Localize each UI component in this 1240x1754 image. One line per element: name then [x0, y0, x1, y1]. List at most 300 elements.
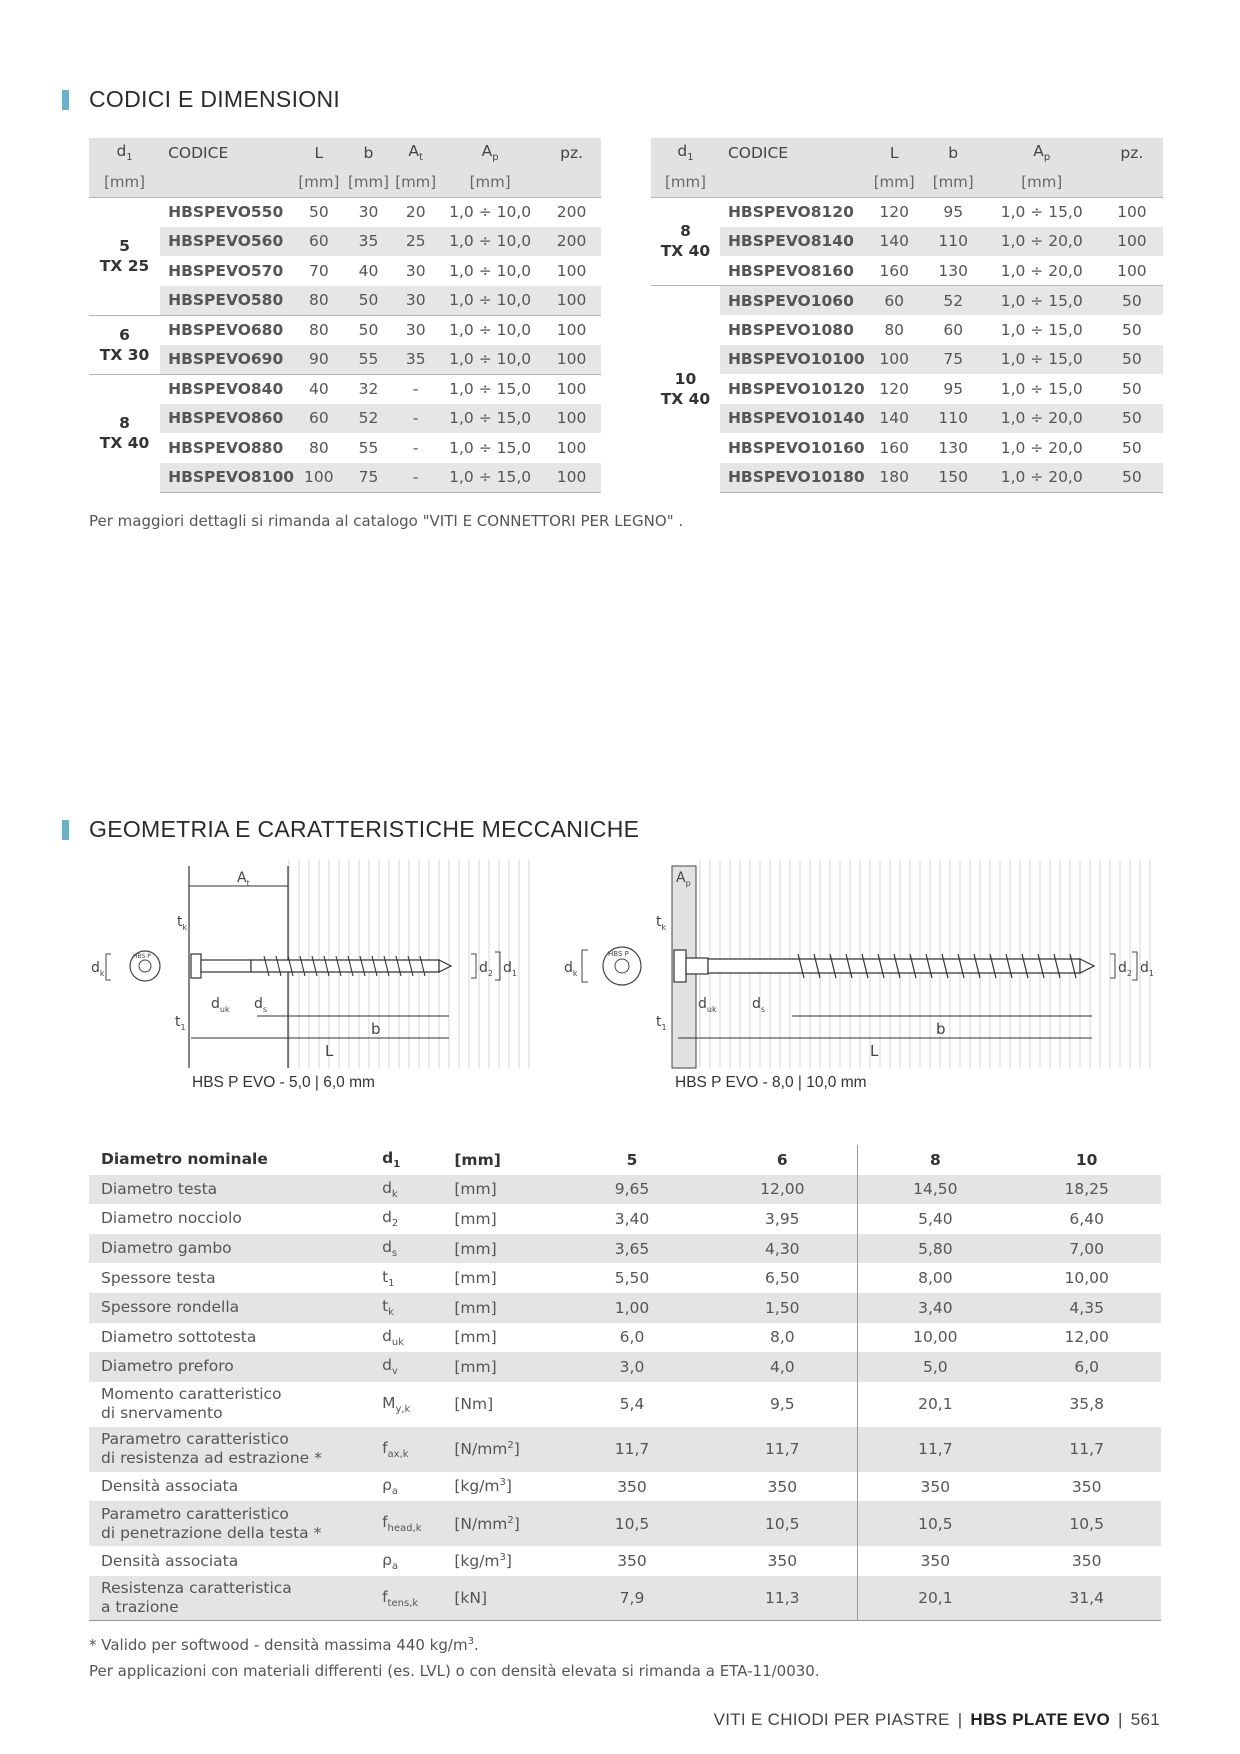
- table-cell: 140: [865, 227, 924, 257]
- property-value: 5,80: [858, 1234, 1013, 1264]
- table-cell: 150: [924, 463, 983, 493]
- table-cell: 1,0 ÷ 15,0: [438, 463, 542, 493]
- table-cell: 1,0 ÷ 15,0: [1000, 379, 1083, 398]
- property-value: 11,7: [1012, 1427, 1161, 1472]
- table-cell: 35: [344, 227, 394, 257]
- label-duk: $d_{uk}$: [211, 996, 230, 1014]
- property-name: Parametro caratteristico di penetrazione della testa *: [89, 1501, 382, 1546]
- property-name: Diametro testa: [89, 1175, 382, 1205]
- table-row: [89, 433, 601, 463]
- table-cell: 100: [1101, 197, 1163, 227]
- table-cell: 1,0 ÷ 10,0: [438, 315, 542, 345]
- label-tk: $t_k$: [656, 914, 667, 932]
- table-cell: 110: [924, 227, 983, 257]
- label-d1: $d_1$: [503, 960, 517, 978]
- table-cell: 200: [542, 197, 601, 227]
- property-value: 4,30: [707, 1234, 858, 1264]
- unit: [mm]: [348, 173, 389, 191]
- table-cell: 50: [1122, 379, 1142, 398]
- section-marker: [62, 820, 69, 840]
- table-cell: 50: [1101, 345, 1163, 375]
- table-cell: -: [393, 374, 438, 404]
- table-cell: 60: [865, 286, 924, 316]
- table-cell: 1,0 ÷ 15,0: [449, 438, 532, 457]
- codes-table-left: [89, 138, 601, 493]
- property-symbol: $M_{y,k}$: [382, 1393, 411, 1415]
- product-code: HBSPEVO560: [160, 227, 294, 257]
- header-value: 5: [626, 1150, 638, 1169]
- table-cell: 25: [393, 227, 438, 257]
- property-unit: [mm]: [454, 1234, 556, 1264]
- header-value: 6: [776, 1150, 788, 1169]
- product-code: HBSPEVO10100: [720, 345, 865, 375]
- head-text: HBS P: [133, 953, 151, 960]
- property-value: 12,00: [1064, 1328, 1109, 1347]
- table-cell: 50: [1101, 404, 1163, 434]
- product-code: HBSPEVO10140: [720, 404, 865, 434]
- table-row: [651, 315, 1163, 345]
- table-cell: 30: [344, 197, 394, 227]
- table-row: [651, 345, 1163, 375]
- unit: [160, 168, 294, 198]
- table-cell: 20: [393, 197, 438, 227]
- property-value: 7,9: [557, 1576, 708, 1621]
- property-value: 8,00: [858, 1263, 1013, 1293]
- label-t1: $t_1$: [656, 1014, 667, 1032]
- label-ds: $d_s$: [254, 996, 268, 1014]
- property-value: 350: [858, 1472, 1013, 1502]
- property-value: 3,95: [765, 1209, 800, 1228]
- codes-table-right: [651, 138, 1163, 493]
- d1-symbol: $d_1$: [116, 142, 133, 164]
- property-value: 35,8: [1069, 1395, 1104, 1414]
- table-cell: 1,0 ÷ 20,0: [983, 404, 1101, 434]
- screw-head-view: [603, 947, 641, 985]
- property-value: 31,4: [1012, 1576, 1161, 1621]
- table-cell: 70: [308, 261, 329, 280]
- table-row: [651, 227, 1163, 257]
- table-row: [651, 404, 1163, 434]
- product-code: HBSPEVO680: [160, 315, 294, 345]
- table-cell: 35: [393, 345, 438, 375]
- property-value: 10,5: [707, 1501, 858, 1546]
- property-value: 3,40: [614, 1209, 650, 1228]
- diameter-group-cell: 8 TX 40: [651, 197, 720, 286]
- table-cell: 50: [1122, 438, 1142, 457]
- table-cell: 52: [924, 286, 983, 316]
- header-name: Diametro nominale: [101, 1150, 268, 1169]
- col-header-d1: [89, 138, 160, 168]
- table-header-row: [89, 138, 601, 168]
- props-row: [89, 1293, 1161, 1323]
- property-name: Resistenza caratteristica a trazione: [89, 1576, 382, 1621]
- table-cell: 1,0 ÷ 10,0: [438, 286, 542, 316]
- table-cell: 60: [294, 227, 344, 257]
- label-b: b: [371, 1020, 381, 1038]
- table-cell: 160: [879, 438, 909, 457]
- property-value: 1,50: [707, 1293, 858, 1323]
- table-cell: 180: [865, 463, 924, 493]
- property-value: 11,7: [707, 1427, 858, 1472]
- table-cell: 1,0 ÷ 15,0: [983, 197, 1101, 227]
- table-row: [651, 463, 1163, 493]
- diagram-caption-small: HBS P EVO - 5,0 | 6,0 mm: [192, 1074, 375, 1091]
- property-name: Diametro gambo: [89, 1234, 382, 1264]
- table-cell: 100: [542, 374, 601, 404]
- property-value: 5,4: [619, 1395, 645, 1414]
- page-number: 561: [1130, 1710, 1160, 1729]
- property-value: 350: [1071, 1552, 1102, 1571]
- property-value: 20,1: [858, 1382, 1013, 1427]
- property-name: Densità associata: [101, 1551, 239, 1570]
- label-d2: $d_2$: [479, 960, 493, 978]
- table-row: [89, 286, 601, 316]
- property-value: 6,0: [619, 1328, 645, 1347]
- table-cell: 30: [405, 261, 426, 280]
- product-code: HBSPEVO8140: [720, 227, 865, 257]
- footnote-softwood: * Valido per softwood - densità massima 440 $kg/m^3$.: [89, 1636, 479, 1654]
- footer-section: VITI E CHIODI PER PIASTRE: [713, 1710, 950, 1729]
- product-code: HBSPEVO8100: [160, 463, 294, 493]
- diameter-group-cell: 8 TX 40: [89, 374, 160, 492]
- property-value: 10,00: [858, 1323, 1013, 1353]
- table-row: [651, 433, 1163, 463]
- table-row: [651, 374, 1163, 404]
- label-t1: $t_1$: [175, 1014, 186, 1032]
- table-cell: 1,0 ÷ 10,0: [438, 197, 542, 227]
- table-row: [89, 374, 601, 404]
- table-cell: 1,0 ÷ 20,0: [1000, 261, 1083, 280]
- property-value: 350: [617, 1477, 647, 1496]
- product-code: HBSPEVO840: [160, 374, 294, 404]
- table-header-row: [651, 138, 1163, 168]
- property-value: 10,5: [1012, 1501, 1161, 1546]
- property-name: Parametro caratteristico di resistenza ad estrazione *: [89, 1427, 382, 1472]
- property-value: 4,35: [1012, 1293, 1161, 1323]
- property-value: 350: [1071, 1477, 1102, 1496]
- property-name: Diametro nocciolo: [101, 1209, 242, 1228]
- head-text: HBS P: [608, 950, 629, 958]
- props-row: [89, 1175, 1161, 1205]
- label-duk: $d_{uk}$: [698, 996, 717, 1014]
- product-code: HBSPEVO1060: [720, 286, 865, 316]
- table-cell: 75: [344, 463, 394, 493]
- property-value: 6,50: [765, 1269, 800, 1288]
- unit: [mm]: [665, 173, 706, 191]
- table-cell: 80: [294, 286, 344, 316]
- property-symbol: $t_1$: [382, 1267, 395, 1289]
- property-name: Diametro preforo: [89, 1352, 382, 1382]
- dk-bracket: [582, 950, 588, 982]
- table-cell: 100: [865, 345, 924, 375]
- col-header-codice: CODICE: [727, 143, 789, 162]
- table-cell: 1,0 ÷ 10,0: [438, 227, 542, 257]
- property-value: 5,0: [858, 1352, 1013, 1382]
- table-cell: 52: [344, 404, 394, 434]
- label-ds: $d_s$: [752, 996, 766, 1014]
- col-header-codice: CODICE: [168, 143, 229, 162]
- table-cell: 75: [924, 345, 983, 375]
- props-row: [89, 1546, 1161, 1576]
- table-cell: 100: [542, 345, 601, 375]
- label-L: L: [325, 1042, 334, 1060]
- unit: [mm]: [1021, 173, 1063, 191]
- props-row: [89, 1204, 1161, 1234]
- property-value: 11,7: [557, 1427, 708, 1472]
- table-cell: 80: [308, 438, 329, 457]
- property-value: 14,50: [858, 1175, 1013, 1205]
- table-cell: 110: [924, 404, 983, 434]
- unit: [mm]: [395, 173, 437, 191]
- product-code: HBSPEVO8160: [727, 261, 854, 280]
- property-value: 350: [767, 1477, 798, 1496]
- screw-diagram-large: [560, 858, 1160, 1078]
- table-cell: 130: [938, 438, 968, 457]
- label-At: $A_t$: [237, 870, 250, 888]
- table-cell: 1,0 ÷ 15,0: [438, 404, 542, 434]
- property-symbol: $\rho_a$: [382, 1476, 399, 1498]
- property-unit: $[kg/m^3]$: [454, 1552, 512, 1571]
- product-code: HBSPEVO1080: [727, 320, 854, 339]
- col-header-b: b: [948, 143, 959, 162]
- label-dk: $d_k$: [564, 960, 578, 978]
- col-header-L: L: [314, 143, 324, 162]
- header-symbol: $d_1$: [382, 1149, 401, 1171]
- product-code: HBSPEVO10180: [720, 463, 865, 493]
- label-d1: $d_1$: [1140, 960, 1154, 978]
- col-header-b: b: [363, 143, 374, 162]
- property-unit: $[N/mm^2]$: [454, 1501, 556, 1546]
- props-row: [89, 1472, 1161, 1502]
- property-name: Spessore rondella: [89, 1293, 382, 1323]
- table-cell: 100: [556, 438, 587, 457]
- table-cell: 80: [294, 315, 344, 345]
- property-value: 9,5: [769, 1395, 795, 1414]
- table-cell: 55: [358, 438, 379, 457]
- screw-head-view: [130, 951, 160, 981]
- table-cell: 30: [393, 315, 438, 345]
- property-symbol: $d_s$: [382, 1234, 454, 1264]
- property-unit: [mm]: [454, 1328, 497, 1347]
- table-cell: 1,0 ÷ 20,0: [983, 463, 1101, 493]
- table-row: [89, 227, 601, 257]
- table-cell: 40: [294, 374, 344, 404]
- table-row: [89, 197, 601, 227]
- footnote-eta: Per applicazioni con materiali differenti (es. LVL) o con densità elevata si rimanda a ETA-11/0030.: [89, 1662, 820, 1680]
- table-cell: -: [412, 438, 419, 457]
- section-title-codes: [62, 86, 340, 113]
- table-cell: 100: [1101, 227, 1163, 257]
- table-cell: 100: [542, 463, 601, 493]
- section-marker: [62, 90, 69, 110]
- col-header-Ap: $A_p$: [1033, 142, 1051, 164]
- table-cell: 120: [879, 379, 909, 398]
- col-header-pz: pz.: [560, 143, 584, 162]
- props-row: [89, 1501, 1161, 1546]
- product-code: HBSPEVO550: [160, 197, 294, 227]
- table-row: [651, 256, 1163, 286]
- table-row: [651, 197, 1163, 227]
- unit: [mm]: [873, 173, 915, 191]
- diameter-group-cell: 10 TX 40: [651, 286, 720, 493]
- table-cell: 1,0 ÷ 20,0: [1000, 438, 1083, 457]
- property-value: 4,0: [707, 1352, 858, 1382]
- table-row: [89, 315, 601, 345]
- property-unit: [mm]: [454, 1293, 556, 1323]
- table-row: [89, 345, 601, 375]
- property-value: 8,0: [769, 1328, 795, 1347]
- table-row: [89, 256, 601, 286]
- table-cell: 100: [542, 315, 601, 345]
- property-value: 18,25: [1012, 1175, 1161, 1205]
- property-name: Spessore testa: [101, 1268, 216, 1287]
- d1-bracket: [1132, 952, 1137, 980]
- table-cell: 80: [884, 320, 905, 339]
- product-code: HBSPEVO8120: [720, 197, 865, 227]
- table-cell: 100: [542, 404, 601, 434]
- product-code: HBSPEVO10160: [727, 438, 865, 457]
- unit: [1101, 168, 1163, 198]
- label-tk: $t_k$: [177, 914, 188, 932]
- table-cell: 50: [294, 197, 344, 227]
- col-header-Ap: $A_p$: [481, 142, 499, 164]
- label-d2: $d_2$: [1118, 960, 1132, 978]
- property-unit: [Nm]: [454, 1395, 494, 1414]
- section-title-text: CODICI E DIMENSIONI: [89, 86, 341, 112]
- table-cell: 1,0 ÷ 20,0: [983, 227, 1101, 257]
- screw-diagram-small: [89, 858, 549, 1078]
- footer-brand: HBS PLATE EVO: [970, 1710, 1111, 1729]
- property-value: 20,1: [858, 1576, 1013, 1621]
- d2-bracket: [1110, 954, 1115, 978]
- table-cell: 200: [542, 227, 601, 257]
- table-cell: 1,0 ÷ 10,0: [449, 261, 532, 280]
- table-cell: 1,0 ÷ 10,0: [438, 345, 542, 375]
- table-row: [651, 286, 1163, 316]
- property-value: 350: [858, 1546, 1013, 1576]
- label-Ap: $A_p$: [676, 870, 691, 888]
- catalog-note: Per maggiori dettagli si rimanda al catalogo "VITI E CONNETTORI PER LEGNO" .: [89, 512, 684, 530]
- props-row: [89, 1234, 1161, 1264]
- table-cell: 60: [943, 320, 964, 339]
- unit: [720, 168, 865, 198]
- property-value: 9,65: [557, 1175, 708, 1205]
- section-title-text: GEOMETRIA E CARATTERISTICHE MECCANICHE: [89, 816, 640, 842]
- property-value: 5,50: [614, 1269, 650, 1288]
- property-unit: [mm]: [454, 1352, 556, 1382]
- table-cell: 50: [1101, 463, 1163, 493]
- property-value: 3,65: [557, 1234, 708, 1264]
- col-header-d1: $d_1$: [677, 142, 694, 164]
- property-symbol: $t_k$: [382, 1293, 454, 1323]
- property-value: 6,0: [1012, 1352, 1161, 1382]
- product-code: HBSPEVO690: [160, 345, 294, 375]
- diagram-caption-large: HBS P EVO - 8,0 | 10,0 mm: [675, 1074, 867, 1091]
- table-cell: 60: [294, 404, 344, 434]
- table-units-row: [651, 168, 1163, 198]
- col-header-At: $A_t$: [408, 142, 423, 164]
- table-cell: 95: [943, 379, 964, 398]
- property-value: 350: [767, 1552, 798, 1571]
- table-cell: 100: [556, 261, 587, 280]
- product-code: HBSPEVO880: [168, 438, 284, 457]
- property-value: 11,7: [858, 1427, 1013, 1472]
- footer-separator: |: [957, 1710, 963, 1729]
- property-name: Diametro sottotesta: [101, 1327, 257, 1346]
- diameter-group-cell: 5 TX 25: [89, 197, 160, 315]
- table-cell: 30: [393, 286, 438, 316]
- table-cell: 1,0 ÷ 15,0: [1000, 320, 1083, 339]
- table-cell: 120: [865, 197, 924, 227]
- property-value: 3,40: [858, 1293, 1013, 1323]
- property-symbol: $f_{ax,k}$: [382, 1427, 454, 1472]
- table-cell: 50: [344, 315, 394, 345]
- label-dk: $d_k$: [91, 960, 105, 978]
- table-cell: 140: [865, 404, 924, 434]
- unit: [mm]: [104, 173, 146, 191]
- property-value: 6,40: [1069, 1209, 1104, 1228]
- table-cell: 50: [1122, 320, 1142, 339]
- table-cell: 90: [294, 345, 344, 375]
- header-unit: [mm]: [454, 1150, 501, 1169]
- table-units-row: [89, 168, 601, 198]
- property-value: 3,0: [557, 1352, 708, 1382]
- props-row: [89, 1263, 1161, 1293]
- props-row: [89, 1576, 1161, 1621]
- property-symbol: $\rho_a$: [382, 1550, 399, 1572]
- unit: [542, 168, 601, 198]
- page-footer: [714, 1710, 1160, 1730]
- table-cell: 100: [542, 286, 601, 316]
- property-symbol: $d_k$: [382, 1175, 454, 1205]
- table-cell: 55: [344, 345, 394, 375]
- table-cell: -: [393, 404, 438, 434]
- label-b: b: [936, 1020, 946, 1038]
- property-unit: [mm]: [454, 1269, 497, 1288]
- table-cell: 1,0 ÷ 15,0: [983, 286, 1101, 316]
- property-value: 5,40: [858, 1204, 1013, 1234]
- table-cell: 1,0 ÷ 15,0: [438, 374, 542, 404]
- props-row: [89, 1323, 1161, 1353]
- table-cell: 50: [344, 286, 394, 316]
- unit: [mm]: [298, 173, 340, 191]
- property-value: 10,5: [557, 1501, 708, 1546]
- property-name: Momento caratteristico di snervamento: [101, 1385, 282, 1423]
- section-title-geometry: [62, 816, 639, 843]
- unit: [mm]: [932, 173, 974, 191]
- table-cell: 1,0 ÷ 15,0: [983, 345, 1101, 375]
- table-cell: 32: [344, 374, 394, 404]
- property-symbol: $d_v$: [382, 1352, 454, 1382]
- product-code: HBSPEVO860: [160, 404, 294, 434]
- property-symbol: $f_{tens,k}$: [382, 1576, 454, 1621]
- props-row: [89, 1382, 1161, 1427]
- property-value: 350: [617, 1552, 647, 1571]
- table-cell: 100: [294, 463, 344, 493]
- property-name: Densità associata: [101, 1477, 239, 1496]
- col-header-pz: pz.: [1120, 143, 1144, 162]
- header-value: 10: [1075, 1150, 1098, 1169]
- property-value: 11,3: [707, 1576, 858, 1621]
- property-value: 12,00: [707, 1175, 858, 1205]
- table-row: [89, 404, 601, 434]
- property-unit: [mm]: [454, 1175, 556, 1205]
- col-header-L: L: [889, 143, 899, 162]
- footer-separator: |: [1118, 1710, 1123, 1729]
- property-value: 1,00: [557, 1293, 708, 1323]
- property-unit: $[kg/m^3]$: [454, 1477, 512, 1496]
- diameter-group-cell: 6 TX 30: [89, 315, 160, 374]
